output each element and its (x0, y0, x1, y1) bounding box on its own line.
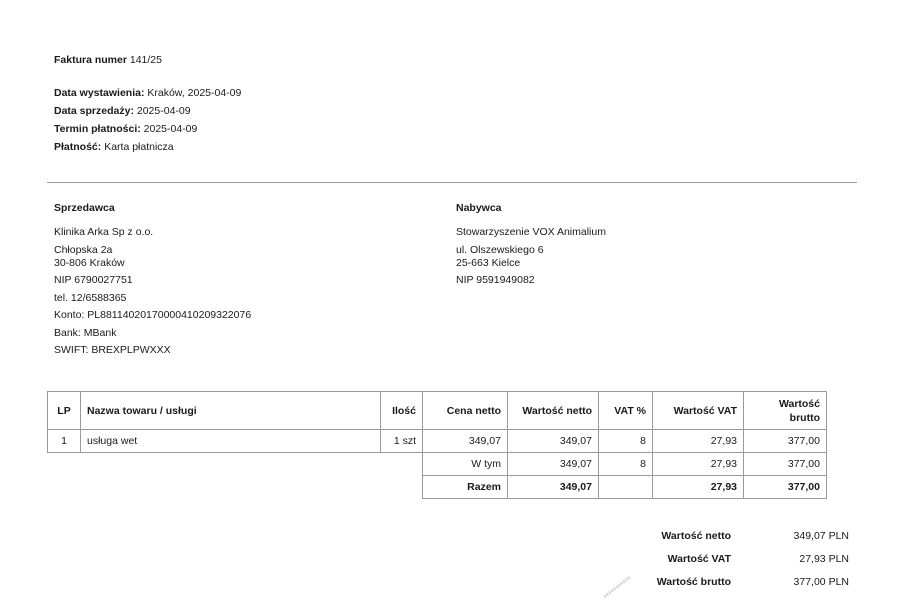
invoice-number-label: Faktura numer (54, 54, 127, 66)
issue-date (54, 84, 241, 102)
col-vat-rate: VAT % (599, 392, 653, 430)
buyer-city: 25-663 Kielce (456, 257, 521, 269)
issue-date-value: Kraków, 2025-04-09 (147, 87, 242, 99)
buyer-name: Stowarzyszenie VOX Animalium (456, 225, 606, 238)
table-row (48, 430, 827, 453)
row-qty: 1 szt (381, 430, 423, 453)
payment-method-value: Karta płatnicza (104, 141, 174, 153)
blank-cell (81, 476, 381, 499)
seller-nip: NIP 6790027751 (54, 274, 133, 286)
razem-gross-value: 377,00 (744, 476, 827, 499)
sale-date-value: 2025-04-09 (136, 105, 191, 117)
row-vat-value: 27,93 (653, 430, 744, 453)
issue-date-label: Data wystawienia: (54, 87, 145, 99)
total-gross-label: Wartość brutto (656, 576, 731, 588)
due-date-value: 2025-04-09 (143, 123, 198, 135)
seller-bank: Bank: MBank (54, 326, 117, 339)
razem-vat-rate (599, 476, 653, 499)
buyer-title: Nabywca (456, 202, 502, 214)
total-vat-label: Wartość VAT (667, 553, 731, 565)
seller-name: Klinika Arka Sp z o.o. (54, 225, 154, 238)
due-date-label: Termin płatności: (54, 123, 141, 135)
wtym-net-value: 349,07 (508, 453, 599, 476)
invoice-dates (54, 84, 241, 156)
blank-cell (81, 453, 381, 476)
seller-block (54, 200, 251, 360)
totals-labels (657, 525, 731, 594)
row-vat-rate: 8 (599, 430, 653, 453)
wtym-vat-rate: 8 (599, 453, 653, 476)
sale-date-label: Data sprzedaży: (54, 105, 134, 117)
col-name: Nazwa towaru / usługi (81, 392, 381, 430)
row-gross-value: 377,00 (744, 430, 827, 453)
razem-vat-value: 27,93 (653, 476, 744, 499)
col-gross-value-line1: Wartość (778, 397, 820, 410)
razem-net-value: 349,07 (508, 476, 599, 499)
buyer-nip: NIP 9591949082 (456, 274, 535, 286)
buyer-block (456, 200, 606, 290)
row-lp: 1 (48, 430, 81, 453)
total-gross-value: 377,00 PLN (793, 576, 849, 588)
items-table (47, 391, 827, 499)
razem-label: Razem (423, 476, 508, 499)
due-date (54, 120, 241, 138)
wtym-gross-value: 377,00 (744, 453, 827, 476)
stamp-mark (599, 571, 634, 603)
sale-date (54, 102, 241, 120)
col-vat-value: Wartość VAT (653, 392, 744, 430)
blank-cell (381, 453, 423, 476)
row-net-value: 349,07 (508, 430, 599, 453)
row-net-price: 349,07 (423, 430, 508, 453)
col-gross-value-line2: brutto (789, 411, 820, 424)
wtym-label: W tym (423, 453, 508, 476)
header-divider (47, 182, 857, 183)
table-row-wtym (48, 453, 827, 476)
payment-method (54, 138, 241, 156)
col-net-value: Wartość netto (508, 392, 599, 430)
col-lp: LP (48, 392, 81, 430)
total-vat-value: 27,93 PLN (799, 553, 849, 565)
col-qty: Ilość (381, 392, 423, 430)
seller-street: Chłopska 2a (54, 244, 113, 256)
table-row-razem (48, 476, 827, 499)
blank-cell (48, 453, 81, 476)
col-gross-value (744, 392, 827, 430)
payment-method-label: Płatność: (54, 141, 102, 153)
col-net-price: Cena netto (423, 392, 508, 430)
totals-values (794, 525, 849, 594)
invoice-number (54, 51, 162, 69)
seller-city: 30-806 Kraków (54, 257, 125, 269)
row-name: usługa wet (81, 430, 381, 453)
total-net-label: Wartość netto (661, 530, 731, 542)
invoice-number-value: 141/25 (129, 54, 162, 66)
seller-phone: tel. 12/6588365 (54, 291, 127, 304)
buyer-street: ul. Olszewskiego 6 (456, 244, 544, 256)
table-header-row (48, 392, 827, 430)
seller-swift: SWIFT: BREXPLPWXXX (54, 344, 171, 356)
seller-account: Konto: PL88114020170000410209322076 (54, 309, 252, 321)
blank-cell (48, 476, 81, 499)
seller-title: Sprzedawca (54, 202, 115, 214)
total-net-value: 349,07 PLN (793, 530, 849, 542)
wtym-vat-value: 27,93 (653, 453, 744, 476)
blank-cell (381, 476, 423, 499)
